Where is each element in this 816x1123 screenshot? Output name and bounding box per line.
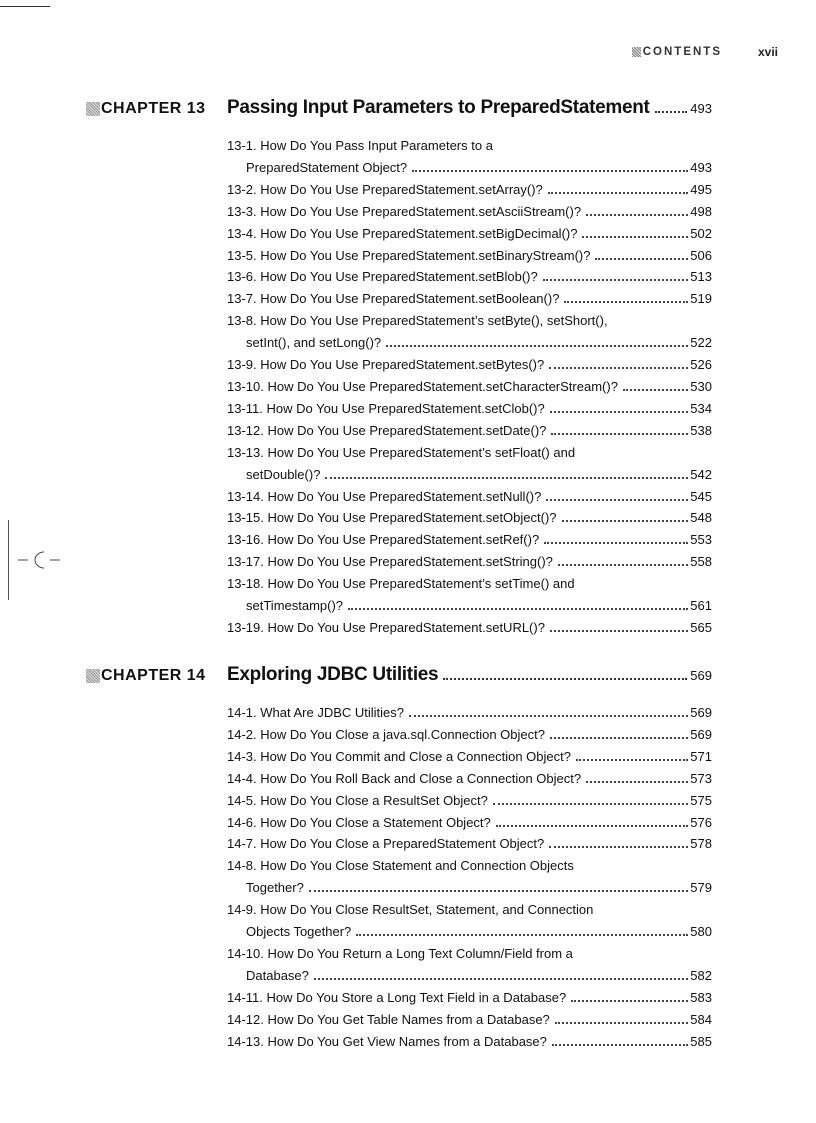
toc-entry-row <box>227 921 712 943</box>
toc-entry[interactable] <box>227 1009 712 1031</box>
toc-entry[interactable] <box>227 135 712 179</box>
toc-entry-page-number: 542 <box>690 466 712 482</box>
toc-entry-page-number: 579 <box>690 880 712 896</box>
dot-leader <box>356 934 688 936</box>
toc-entry-title: 13-16. How Do You Use PreparedStatement.setRef()? <box>227 532 540 548</box>
toc-entry-row <box>227 288 712 310</box>
dot-leader <box>412 170 688 172</box>
toc-entry-page-number: 548 <box>690 510 712 526</box>
dot-leader <box>443 678 687 680</box>
toc-entry-page-number: 561 <box>690 598 712 614</box>
toc-entry-title: 13-2. How Do You Use PreparedStatement.setArray()? <box>227 181 543 197</box>
toc-entry[interactable] <box>227 1031 712 1053</box>
dot-leader <box>409 715 688 717</box>
toc-entry-title-line: 13-13. How Do You Use PreparedStatement’s setFloat() and <box>227 444 576 460</box>
toc-entry[interactable] <box>227 899 712 943</box>
toc-entry-page-number: 576 <box>690 814 712 830</box>
running-head-page-number: xvii <box>757 45 778 59</box>
toc-entry[interactable] <box>227 179 712 201</box>
toc-entry-page-number: 583 <box>690 989 712 1005</box>
dot-leader <box>571 1000 688 1002</box>
chapter-label <box>86 667 227 685</box>
toc-entry-page-number: 553 <box>690 532 712 548</box>
toc-entry[interactable] <box>227 987 712 1009</box>
dot-leader <box>550 630 688 632</box>
toc-entry-row <box>227 551 712 573</box>
toc-entry-title: 13-17. How Do You Use PreparedStatement.setString()? <box>227 554 553 570</box>
chapter-title-row <box>227 97 712 119</box>
dot-leader <box>309 890 688 892</box>
toc-entry-title: 13-5. How Do You Use PreparedStatement.setBinaryStream()? <box>227 247 591 263</box>
toc-entry[interactable] <box>227 724 712 746</box>
toc-entry-row <box>227 464 712 486</box>
toc-entry-title: 14-12. How Do You Get Table Names from a Database? <box>227 1011 550 1027</box>
toc-entry-title: 13-4. How Do You Use PreparedStatement.setBigDecimal()? <box>227 225 578 241</box>
toc-entry-title: setInt(), and setLong()? <box>246 335 382 351</box>
toc-entry-title: 13-15. How Do You Use PreparedStatement.setObject()? <box>227 510 557 526</box>
toc-entry[interactable] <box>227 223 712 245</box>
dot-leader <box>348 608 688 610</box>
shade-square-icon <box>86 102 100 116</box>
crop-mark-side <box>8 520 9 600</box>
toc-entry[interactable] <box>227 855 712 899</box>
dot-leader <box>551 433 688 435</box>
running-head-label: CONTENTS <box>642 46 722 58</box>
dot-leader <box>564 301 688 303</box>
chapter-label-text: CHAPTER 13 <box>101 100 206 117</box>
dot-leader <box>555 1022 689 1024</box>
toc-entry-row <box>227 790 712 812</box>
toc-entry-row <box>227 833 712 855</box>
toc-entry-row <box>227 157 712 179</box>
toc-entry-row <box>227 486 712 508</box>
crop-mark-top <box>0 6 50 7</box>
toc-entry-title-line: 14-8. How Do You Close Statement and Connection Objects <box>227 858 574 874</box>
toc-entry-title: 14-7. How Do You Close a PreparedStatement Object? <box>227 836 545 852</box>
toc-entry[interactable] <box>227 354 712 376</box>
toc-entry-page-number: 513 <box>690 269 712 285</box>
toc-entry-title: 14-3. How Do You Commit and Close a Connection Object? <box>227 748 571 764</box>
toc-entry[interactable] <box>227 768 712 790</box>
toc-entry[interactable] <box>227 420 712 442</box>
toc-entry-list <box>227 702 712 1053</box>
toc-entry[interactable] <box>227 790 712 812</box>
dot-leader <box>552 1044 688 1046</box>
dot-leader <box>586 781 688 783</box>
toc-entry-title: 13-10. How Do You Use PreparedStatement.setCharacterStream()? <box>227 378 618 394</box>
toc-entry-title-line: 13-8. How Do You Use PreparedStatement’s setByte(), setShort(), <box>227 313 608 329</box>
toc-entry-title: Objects Together? <box>246 924 352 940</box>
toc-entry-row <box>227 179 712 201</box>
toc-entry-title: 14-2. How Do You Close a java.sql.Connection Object? <box>227 726 545 742</box>
toc-entry-title: 13-11. How Do You Use PreparedStatement.setClob()? <box>227 400 545 416</box>
toc-entry-row <box>227 877 712 899</box>
dot-leader <box>586 214 688 216</box>
toc-entry-page-number: 502 <box>690 225 712 241</box>
toc-entry[interactable] <box>227 551 712 573</box>
toc-entry-row <box>227 595 712 617</box>
toc-entry[interactable] <box>227 245 712 267</box>
shade-square-icon <box>632 47 641 57</box>
toc-entry-page-number: 498 <box>690 203 712 219</box>
toc-entry[interactable] <box>227 507 712 529</box>
chapter-13-section <box>86 97 712 639</box>
dot-leader <box>550 737 688 739</box>
toc-entry-row <box>227 1009 712 1031</box>
chapter-title-row <box>227 664 712 686</box>
toc-entry-page-number: 538 <box>690 422 712 438</box>
toc-entry[interactable] <box>227 833 712 855</box>
running-head <box>632 45 778 59</box>
toc-entry-page-number: 571 <box>690 748 712 764</box>
toc-entry[interactable] <box>227 702 712 724</box>
toc-entry-row <box>227 746 712 768</box>
toc-entry-title: 13-7. How Do You Use PreparedStatement.setBoolean()? <box>227 291 560 307</box>
toc-entry-page-number: 569 <box>690 705 712 720</box>
dot-leader <box>595 258 688 260</box>
toc-entry-row <box>227 266 712 288</box>
toc-entry-title-line: 13-18. How Do You Use PreparedStatement’s setTime() and <box>227 576 575 592</box>
toc-entry-title: Database? <box>246 967 309 983</box>
toc-entry-row <box>227 223 712 245</box>
chapter-heading[interactable] <box>86 97 712 123</box>
dot-leader <box>576 759 688 761</box>
toc-entry-page-number: 585 <box>690 1033 712 1049</box>
toc-entry-page-number: 519 <box>690 291 712 307</box>
toc-entry-page-number: 493 <box>690 159 712 175</box>
toc-entry-page-number: 530 <box>690 378 712 394</box>
dot-leader <box>544 542 688 544</box>
dot-leader <box>496 825 689 827</box>
toc-entry-title: 13-19. How Do You Use PreparedStatement.setURL()? <box>227 619 545 635</box>
chapter-heading[interactable] <box>86 664 712 690</box>
toc-entry[interactable] <box>227 573 712 617</box>
toc-entry-title: 13-6. How Do You Use PreparedStatement.setBlob()? <box>227 269 538 285</box>
toc-entry-title: 14-1. What Are JDBC Utilities? <box>227 705 405 720</box>
dot-leader <box>314 978 688 980</box>
toc-entry[interactable] <box>227 288 712 310</box>
toc-entry[interactable] <box>227 376 712 398</box>
toc-entry-row <box>227 245 712 267</box>
toc-entry-title: Together? <box>246 880 304 896</box>
toc-entry-row <box>227 332 712 354</box>
toc-entry-row <box>227 354 712 376</box>
registration-mark-icon <box>18 548 62 572</box>
toc-entry-row <box>227 768 712 790</box>
toc-entry-row <box>227 529 712 551</box>
toc-entry-page-number: 565 <box>690 619 712 635</box>
chapter-page-number: 493 <box>690 101 712 116</box>
toc-entry-row <box>227 420 712 442</box>
dot-leader <box>623 389 688 391</box>
toc-entry-page-number: 584 <box>690 1011 712 1027</box>
toc-entry-page-number: 545 <box>690 488 712 504</box>
toc-entry-title: setDouble()? <box>246 466 321 482</box>
toc-entry-page-number: 569 <box>690 726 712 742</box>
dot-leader <box>550 411 689 413</box>
dot-leader <box>548 192 689 194</box>
toc-entry[interactable] <box>227 617 712 639</box>
toc-entry-title: 13-14. How Do You Use PreparedStatement.setNull()? <box>227 488 542 504</box>
toc-entry-page-number: 580 <box>690 924 712 940</box>
dot-leader <box>493 803 688 805</box>
dot-leader <box>386 345 688 347</box>
toc-entry-row <box>227 812 712 834</box>
toc-entry-page-number: 582 <box>690 967 712 983</box>
toc-entry-title-line: 13-1. How Do You Pass Input Parameters to a <box>227 138 493 153</box>
toc-entry-row <box>227 1031 712 1053</box>
toc-entry-page-number: 573 <box>690 770 712 786</box>
dot-leader <box>558 564 688 566</box>
toc-entry-title: 14-13. How Do You Get View Names from a Database? <box>227 1033 547 1049</box>
chapter-14-section <box>86 664 712 1053</box>
toc-entry-page-number: 495 <box>690 181 712 197</box>
dot-leader <box>543 279 689 281</box>
toc-entry-row <box>227 398 712 420</box>
toc-entry-row <box>227 201 712 223</box>
toc-entry-title: PreparedStatement Object? <box>246 159 408 175</box>
toc-entry[interactable] <box>227 486 712 508</box>
dot-leader <box>582 236 688 238</box>
toc-entry-page-number: 575 <box>690 792 712 808</box>
toc-entry-title: 13-3. How Do You Use PreparedStatement.setAsciiStream()? <box>227 203 582 219</box>
chapter-label <box>86 100 227 118</box>
toc-entry-page-number: 534 <box>690 400 712 416</box>
toc-entry-title: 14-6. How Do You Close a Statement Object? <box>227 814 491 830</box>
toc-entry-page-number: 522 <box>690 335 712 351</box>
dot-leader <box>549 367 688 369</box>
toc-entry-row <box>227 987 712 1009</box>
dot-leader <box>655 111 688 113</box>
toc-entry-page-number: 558 <box>690 554 712 570</box>
chapter-title: Exploring JDBC Utilities <box>227 664 439 685</box>
toc-entry[interactable] <box>227 266 712 288</box>
toc-entry-title: 14-11. How Do You Store a Long Text Field in a Database? <box>227 989 567 1005</box>
toc-entry-row <box>227 376 712 398</box>
toc-entry-page-number: 506 <box>690 247 712 263</box>
toc-entry-row <box>227 724 712 746</box>
toc-entry-title: setTimestamp()? <box>246 598 344 614</box>
dot-leader <box>549 846 688 848</box>
dot-leader <box>546 499 688 501</box>
toc-entry-row <box>227 507 712 529</box>
toc-entry-row <box>227 702 712 724</box>
toc-entry[interactable] <box>227 529 712 551</box>
toc-entry-page-number: 578 <box>690 836 712 852</box>
toc-entry-title: 13-12. How Do You Use PreparedStatement.setDate()? <box>227 422 547 438</box>
toc-entry-list <box>227 135 712 639</box>
toc-entry-title: 13-9. How Do You Use PreparedStatement.setBytes()? <box>227 357 545 373</box>
dot-leader <box>325 477 688 479</box>
toc-entry-row <box>227 617 712 639</box>
toc-entry[interactable] <box>227 812 712 834</box>
shade-square-icon <box>86 669 100 683</box>
toc-entry-page-number: 526 <box>690 357 712 373</box>
dot-leader <box>562 520 689 522</box>
toc-entry-title: 14-4. How Do You Roll Back and Close a Connection Object? <box>227 770 582 786</box>
toc-entry[interactable] <box>227 201 712 223</box>
chapter-page-number: 569 <box>690 668 712 683</box>
toc-entry-title-line: 14-9. How Do You Close ResultSet, Statement, and Connection <box>227 902 594 918</box>
toc-entry-title-line: 14-10. How Do You Return a Long Text Column/Field from a <box>227 945 573 961</box>
toc-entry[interactable] <box>227 398 712 420</box>
toc-entry-title: 14-5. How Do You Close a ResultSet Object? <box>227 792 488 808</box>
toc-entry[interactable] <box>227 442 712 486</box>
toc-entry[interactable] <box>227 943 712 987</box>
chapter-title: Passing Input Parameters to PreparedStatement <box>227 97 650 118</box>
chapter-label-text: CHAPTER 14 <box>101 667 206 684</box>
toc-entry[interactable] <box>227 746 712 768</box>
toc-entry[interactable] <box>227 310 712 354</box>
toc-entry-row <box>227 965 712 987</box>
